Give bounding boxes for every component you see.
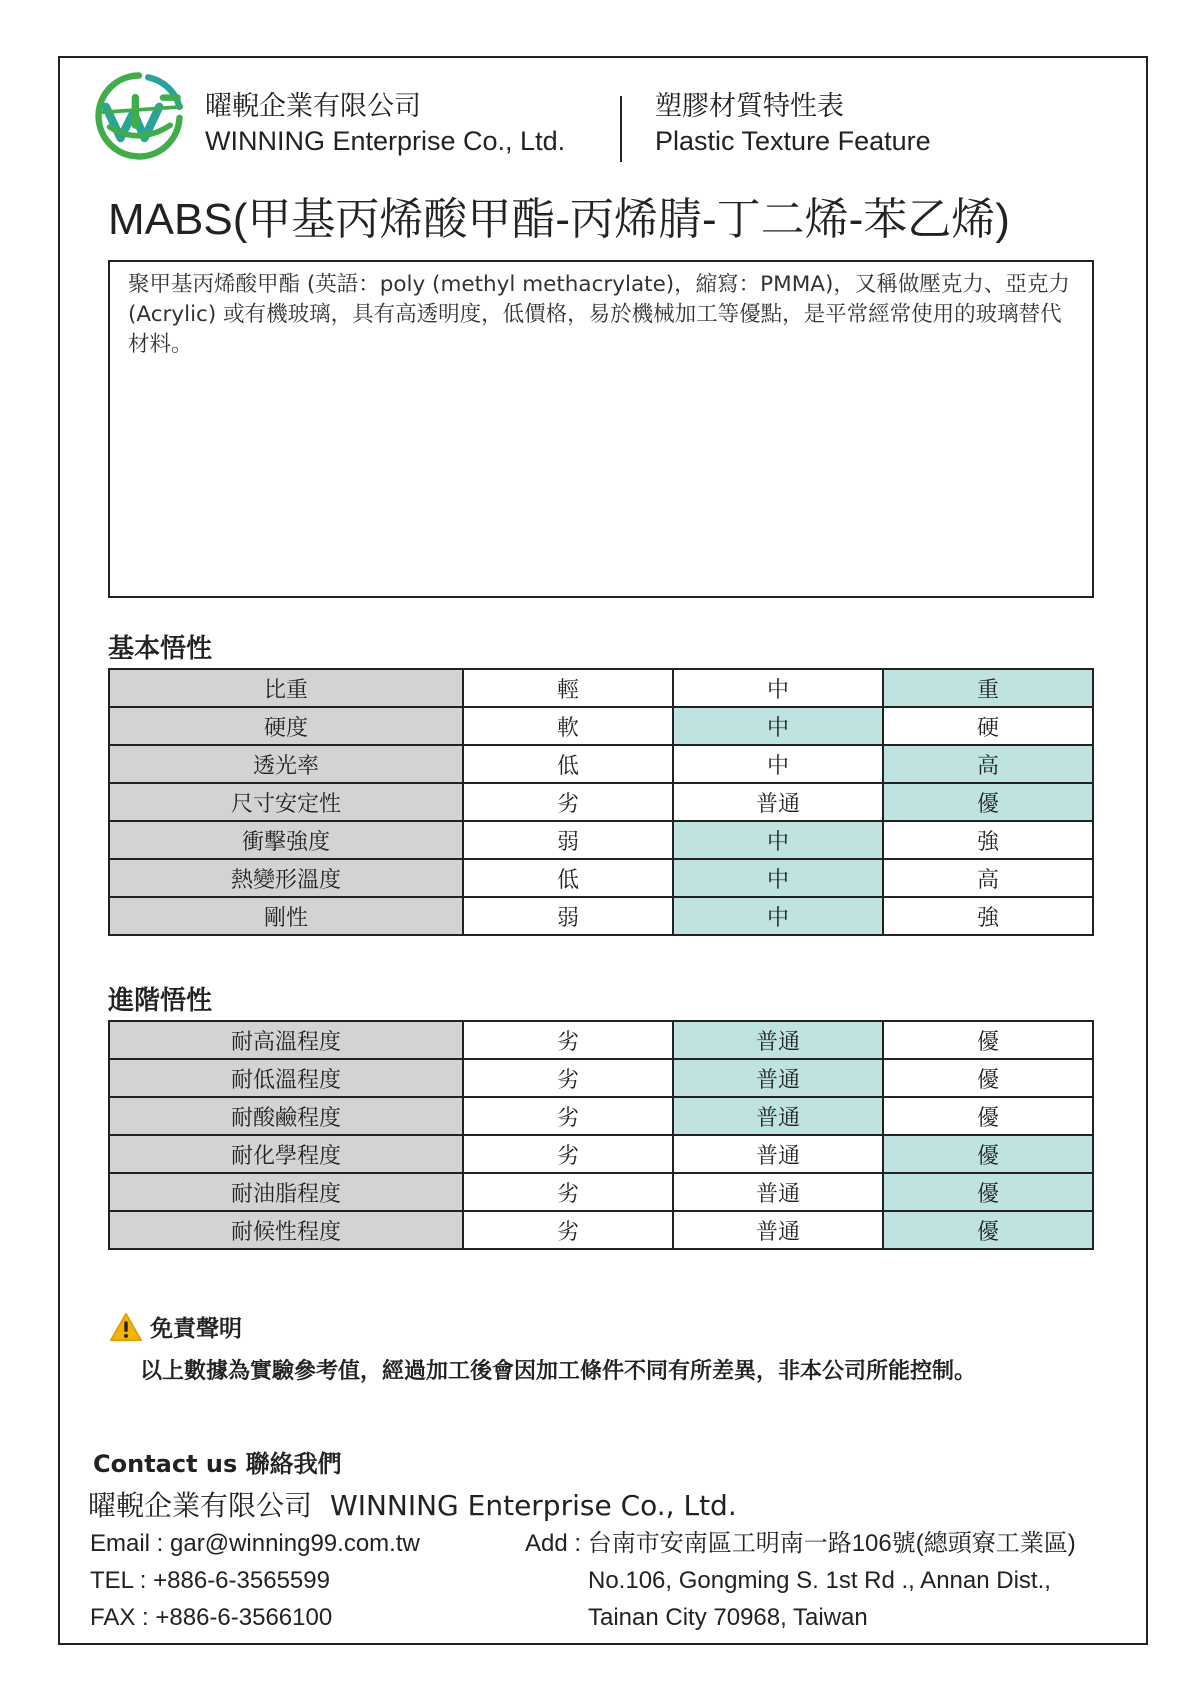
property-option: 劣 xyxy=(463,1021,673,1059)
property-option: 普通 xyxy=(673,1211,883,1249)
property-row xyxy=(109,783,1093,821)
contact-title: Contact us 聯絡我們 xyxy=(93,1450,342,1478)
property-option: 弱 xyxy=(463,821,673,859)
property-row xyxy=(109,897,1093,935)
warning-triangle-icon xyxy=(108,1312,144,1342)
property-option-selected: 中 xyxy=(673,821,883,859)
material-description: 聚甲基丙烯酸甲酯 (英語：poly (methyl methacrylate)，縮寫：PMMA)，又稱做壓克力、亞克力 (Acrylic) 或有機玻璃，具有高透明度，低價格，易於機械加工等優點，是平常經常使用的玻璃替代材料。 xyxy=(128,272,1070,357)
property-option: 劣 xyxy=(463,1059,673,1097)
property-option: 劣 xyxy=(463,1135,673,1173)
property-option: 劣 xyxy=(463,783,673,821)
property-option: 軟 xyxy=(463,707,673,745)
advanced-properties-table xyxy=(108,1020,1094,1250)
contact-tel: TEL : +886-6-3565599 xyxy=(90,1567,330,1594)
property-label: 尺寸安定性 xyxy=(109,783,463,821)
property-option: 低 xyxy=(463,859,673,897)
property-option-selected: 中 xyxy=(673,859,883,897)
property-option: 劣 xyxy=(463,1097,673,1135)
disclaimer-text-wrap xyxy=(140,1354,976,1385)
property-row xyxy=(109,1135,1093,1173)
header-company-en: WINNING Enterprise Co., Ltd. xyxy=(205,126,566,156)
property-label: 透光率 xyxy=(109,745,463,783)
property-option-selected: 優 xyxy=(883,1135,1093,1173)
property-label: 耐候性程度 xyxy=(109,1211,463,1249)
property-option: 普通 xyxy=(673,1173,883,1211)
property-option: 優 xyxy=(883,1021,1093,1059)
property-label: 硬度 xyxy=(109,707,463,745)
header-doc-title xyxy=(655,90,931,158)
property-option-selected: 高 xyxy=(883,745,1093,783)
property-row xyxy=(109,1097,1093,1135)
property-option: 優 xyxy=(883,1097,1093,1135)
property-option: 弱 xyxy=(463,897,673,935)
property-label: 比重 xyxy=(109,669,463,707)
property-row xyxy=(109,745,1093,783)
property-option: 中 xyxy=(673,745,883,783)
description-box xyxy=(108,260,1094,598)
property-option-selected: 優 xyxy=(883,1211,1093,1249)
property-label: 剛性 xyxy=(109,897,463,935)
property-row xyxy=(109,1211,1093,1249)
property-option: 強 xyxy=(883,897,1093,935)
property-option-selected: 普通 xyxy=(673,1021,883,1059)
basic-properties-title: 基本悟性 xyxy=(108,634,213,664)
contact-email: Email : gar@winning99.com.tw xyxy=(90,1530,420,1557)
property-label: 耐化學程度 xyxy=(109,1135,463,1173)
contact-fax: FAX : +886-6-3566100 xyxy=(90,1604,333,1631)
header-divider xyxy=(620,96,622,162)
property-option-selected: 重 xyxy=(883,669,1093,707)
property-option: 普通 xyxy=(673,783,883,821)
property-option-selected: 優 xyxy=(883,783,1093,821)
property-option: 普通 xyxy=(673,1135,883,1173)
property-option: 優 xyxy=(883,1059,1093,1097)
disclaimer-text: 以上數據為實驗參考值，經過加工後會因加工條件不同有所差異，非本公司所能控制。 xyxy=(140,1359,977,1384)
property-option-selected: 中 xyxy=(673,707,883,745)
contact-company-en: WINNING Enterprise Co., Ltd. xyxy=(330,1489,737,1522)
basic-properties-table xyxy=(108,668,1094,936)
contact-address-line2: No.106, Gongming S. 1st Rd ., Annan Dist., xyxy=(588,1567,1051,1594)
property-row xyxy=(109,1173,1093,1211)
property-option: 低 xyxy=(463,745,673,783)
disclaimer-header xyxy=(108,1310,242,1343)
contact-address-line1: Add : 台南市安南區工明南一路106號(總頭寮工業區) xyxy=(525,1530,1076,1557)
property-option: 中 xyxy=(673,669,883,707)
property-label: 耐油脂程度 xyxy=(109,1173,463,1211)
advanced-properties-title: 進階悟性 xyxy=(108,986,213,1016)
property-row xyxy=(109,669,1093,707)
property-row xyxy=(109,1021,1093,1059)
property-label: 熱變形溫度 xyxy=(109,859,463,897)
contact-company xyxy=(88,1484,737,1524)
property-row xyxy=(109,821,1093,859)
disclaimer-title: 免責聲明 xyxy=(150,1316,242,1342)
header-company-cn: 曜輗企業有限公司 xyxy=(205,91,421,122)
property-row xyxy=(109,707,1093,745)
property-label: 耐高溫程度 xyxy=(109,1021,463,1059)
doc-title-cn: 塑膠材質特性表 xyxy=(655,91,844,122)
contact-address-line3: Tainan City 70968, Taiwan xyxy=(588,1604,868,1631)
property-label: 耐低溫程度 xyxy=(109,1059,463,1097)
property-option: 劣 xyxy=(463,1211,673,1249)
property-option: 硬 xyxy=(883,707,1093,745)
doc-title-en: Plastic Texture Feature xyxy=(655,126,931,156)
property-option-selected: 中 xyxy=(673,897,883,935)
property-row xyxy=(109,859,1093,897)
property-label: 衝擊強度 xyxy=(109,821,463,859)
property-row xyxy=(109,1059,1093,1097)
property-option-selected: 普通 xyxy=(673,1097,883,1135)
property-option: 劣 xyxy=(463,1173,673,1211)
property-option-selected: 普通 xyxy=(673,1059,883,1097)
property-option: 高 xyxy=(883,859,1093,897)
material-name: MABS(甲基丙烯酸甲酯-丙烯腈-丁二烯-苯乙烯) xyxy=(108,195,1010,244)
winning-leaf-logo-icon xyxy=(93,70,185,162)
property-option: 強 xyxy=(883,821,1093,859)
contact-company-cn: 曜輗企業有限公司 xyxy=(88,1489,313,1522)
property-option: 輕 xyxy=(463,669,673,707)
property-label: 耐酸鹼程度 xyxy=(109,1097,463,1135)
property-option-selected: 優 xyxy=(883,1173,1093,1211)
header-company xyxy=(205,90,565,158)
